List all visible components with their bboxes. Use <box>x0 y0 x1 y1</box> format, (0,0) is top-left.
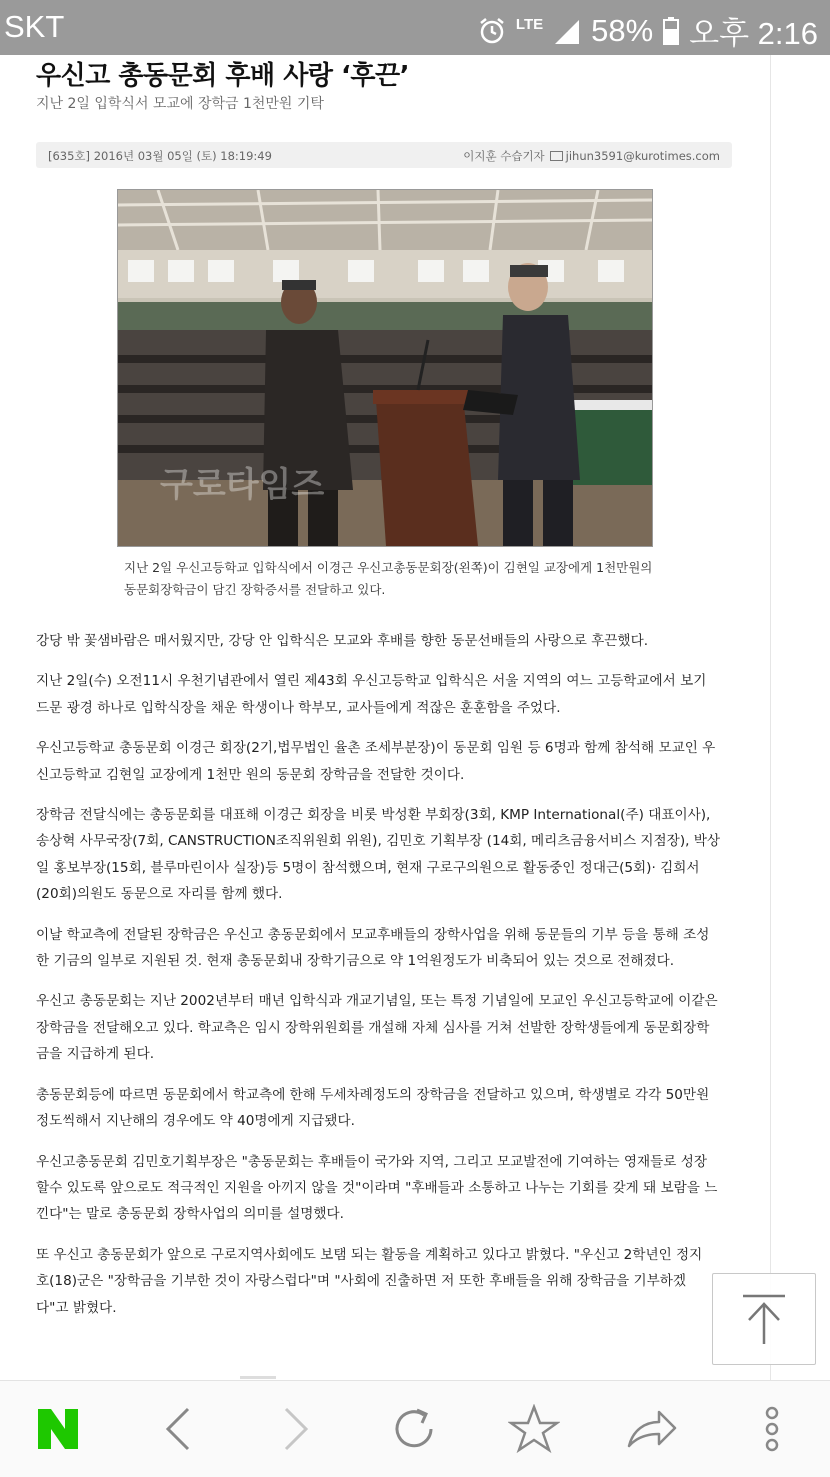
article-paragraph: 또 우신고 총동문회가 앞으로 구로지역사회에도 보탬 되는 활동을 계획하고 있다고 밝혔다. "우신고 2학년인 정지 호(18)군은 "장학금을 기부한 것이 자랑스럽다"며 "사회에 진출하면 저 또한 후배들을 위해 장학금을 기부하겠 다"고 밝혔다. <box>36 1246 703 1316</box>
status-icons <box>478 8 818 53</box>
caption-line: 동문회장학금이 담긴 장학증서를 전달하고 있다. <box>124 582 386 597</box>
bookmark-button[interactable] <box>506 1401 562 1457</box>
article-paragraph: 지난 2일(수) 오전11시 우천기념관에서 열린 제43회 우신고등학교 입학식은 서울 지역의 여느 고등학교에서 보기 드문 광경 하나로 입학식장을 채운 학생이나 학부모, 교사들에게 적잖은 훈훈함을 주었다. <box>36 673 707 716</box>
byline <box>463 148 720 164</box>
reporter-email[interactable]: jihun3591@kurotimes.com <box>565 149 720 163</box>
chevron-right-icon <box>276 1405 316 1453</box>
scroll-to-top-button[interactable] <box>712 1273 816 1365</box>
page-edge-divider <box>770 55 771 1380</box>
share-button[interactable] <box>624 1401 680 1457</box>
issue-date: [635호] 2016년 03월 05일 (토) 18:19:49 <box>48 149 272 163</box>
network-type: LTE <box>515 16 544 33</box>
refresh-icon <box>389 1404 439 1454</box>
article-paragraph: 이날 학교측에 전달된 장학금은 우신고 총동문회에서 모교후배들의 장학사업을 위해 동문들의 기부 등을 통해 조성 한 기금의 일부로 지원된 것. 현재 총동문회내 장학기금으로 약 1억원정도가 비축되어 있는 것으로 전해졌다. <box>36 926 710 970</box>
alarm-icon <box>478 17 506 45</box>
photo-watermark: 구로타임즈 <box>160 465 325 505</box>
caption-line: 지난 2일 우신고등학교 입학식에서 이경근 우신고총동문회장(왼쪽)이 김현일 교장에게 1천만원의 <box>124 560 653 575</box>
article-meta-bar <box>36 142 732 168</box>
clock: 오후 2:16 <box>689 16 818 51</box>
status-bar <box>0 0 830 55</box>
browser-toolbar <box>0 1380 830 1477</box>
article-paragraph: 강당 밖 꽃샘바람은 매서웠지만, 강당 안 입학식은 모교와 후배를 향한 동문선배들의 사랑으로 후끈했다. <box>36 633 649 649</box>
article-paragraph: 우신고 총동문회는 지난 2002년부터 매년 입학식과 개교기념일, 또는 특정 기념일에 모교인 우신고등학교에 이같은 장학금을 전달해오고 있다. 학교측은 임시 장학위원회를 개설해 자체 심사를 거쳐 선발한 장학생들에게 동문회장학 금을 지급하게 된다. <box>36 993 718 1063</box>
article-paragraph: 총동문회등에 따르면 동문회에서 학교측에 한해 두세차례정도의 장학금을 전달하고 있으며, 학생별로 각각 50만원 정도씩해서 지난해의 경우에도 약 40명에게 지급됐다. <box>36 1086 710 1130</box>
more-vertical-icon <box>760 1404 784 1454</box>
chevron-left-icon <box>158 1405 198 1453</box>
refresh-button[interactable] <box>386 1401 442 1457</box>
article-paragraph: 우신고총동문회 김민호기획부장은 "총동문회는 후배들이 국가와 지역, 그리고 모교발전에 기여하는 영재들로 성장 할수 있도록 앞으로도 적극적인 지원을 아끼지 않을 것"이라며 "후배들과 소통하고 나누는 기회를 갖게 돼 보람을 느 낀다"는 말로 총동문회 장학사업의 의미를 설명했다. <box>36 1153 718 1223</box>
photo-caption <box>124 557 684 601</box>
naver-home-button[interactable] <box>30 1401 86 1457</box>
forward-button[interactable] <box>268 1401 324 1457</box>
article-body <box>36 628 740 1335</box>
battery-percent: 58% <box>591 12 654 48</box>
mail-icon <box>550 151 563 161</box>
article-subheadline: 지난 2일 입학식서 모교에 장학금 1천만원 기탁 <box>36 96 324 112</box>
article-paragraph: 장학금 전달식에는 총동문회를 대표해 이경근 회장을 비롯 박성환 부회장(3회, KMP International(주) 대표이사), 송상혁 사무국장(7회, CANSTRUCTION조직위원회 위원), 김민호 기획부장 (14회, 메리츠금융서비스 지점장), 박상 일 홍보부장(15회, 블루마린이사 실장)등 5명이 참석했으며, 현재 구로구의원으로 활동중인 정대근(5회)· 김희서 (20회)의원도 동문으로 자리를 함께 했다. <box>36 807 721 903</box>
article-headline: 우신고 총동문회 후배 사랑 ‘후끈’ <box>36 61 409 91</box>
carrier-label: SKT <box>4 9 65 44</box>
menu-button[interactable] <box>744 1401 800 1457</box>
battery-icon <box>663 17 679 45</box>
reporter-name: 이지훈 수습기자 <box>463 149 545 163</box>
signal-icon <box>553 18 581 44</box>
article-paragraph: 우신고등학교 총동문회 이경근 회장(2기,법무법인 율촌 조세부분장)이 동문회 임원 등 6명과 함께 참석해 모교인 우 신고등학교 김현일 교장에게 1천만 원의 동문회 장학금을 전달한 것이다. <box>36 740 716 783</box>
back-button[interactable] <box>150 1401 206 1457</box>
cutoff-content <box>240 1376 276 1379</box>
star-icon <box>508 1404 560 1454</box>
naver-n-icon <box>34 1405 82 1453</box>
arrow-up-icon <box>713 1274 815 1364</box>
share-arrow-icon <box>625 1404 679 1454</box>
article-photo <box>117 189 653 547</box>
